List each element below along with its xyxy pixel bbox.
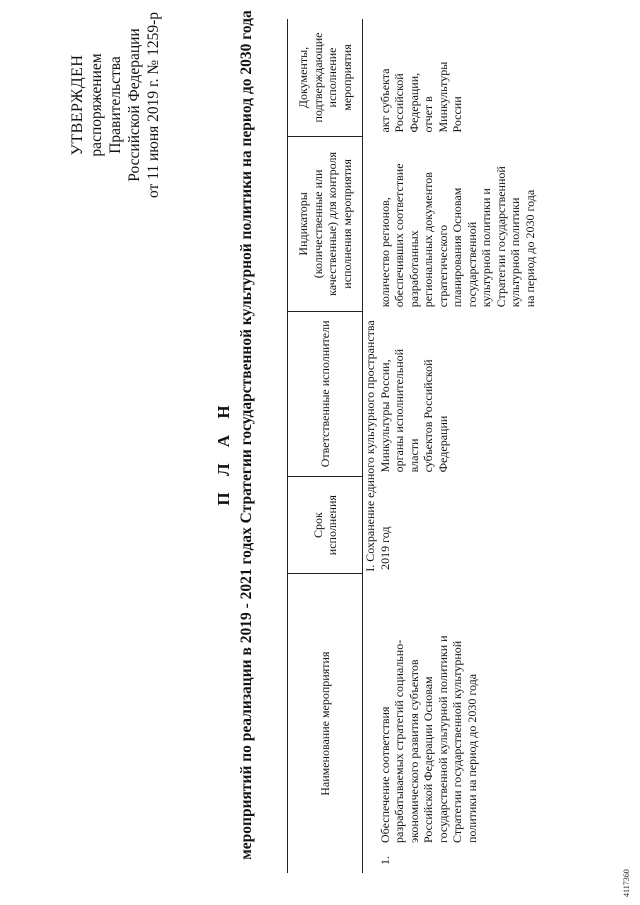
row-number: 1. [377,856,392,865]
page-subtitle: мероприятий по реализации в 2019 - 2021 годах Стратегии государственной культурной политики на период до 2030 года [238,10,255,860]
row-executors: Минкультуры России, органы исполнительной власти субъектов Российской Федерации [377,348,450,473]
table-body [363,19,538,873]
approval-line-government: распоряжением Правительства [88,53,124,157]
header-indicators: Индикаторы (количественные или качественные) для контроля исполнения мероприятия [288,137,363,312]
table-header-row [288,19,363,873]
approval-heading: УТВЕРЖДЕН [69,54,86,156]
row-term: 2019 год [377,526,392,570]
table-row [378,19,538,873]
cell-name [378,574,538,873]
header-executors: Ответственные исполнители [288,311,363,476]
table-header [288,19,363,873]
header-documents: Документы, подтверждающие исполнение мероприятия [288,19,363,137]
section-title: I. Сохранение единого культурного пространства [363,320,377,572]
plan-table [287,19,537,873]
approval-line-date: от 11 июня 2019 г. № 1259-р [145,12,162,198]
approval-line-federation: Российской Федерации [126,28,143,182]
section-row [363,19,378,873]
row-indicators: количество регионов, обеспечивших соответствие разработанных региональных документов стратегического планирования Основам государственной культурной политики и Стратегии государственной культурной политики на период до 2030 года [377,163,537,308]
page-title: П Л А Н [214,399,233,506]
document-code: 4117360 [622,869,631,897]
approval-stamp [68,5,163,205]
row-documents: акт субъекта Российской Федерации, отчет в Минкультуры России [377,61,464,133]
header-name: Наименование мероприятия [288,574,363,873]
header-term: Срок исполнения [288,476,363,573]
row-name: Обеспечение соответствия разрабатываемых стратегий социально- экономического развития субъектов Российской Федерации Основам государственной культурной политики и Стратегии государственной культурной политики на период до 2030 года [377,635,479,843]
